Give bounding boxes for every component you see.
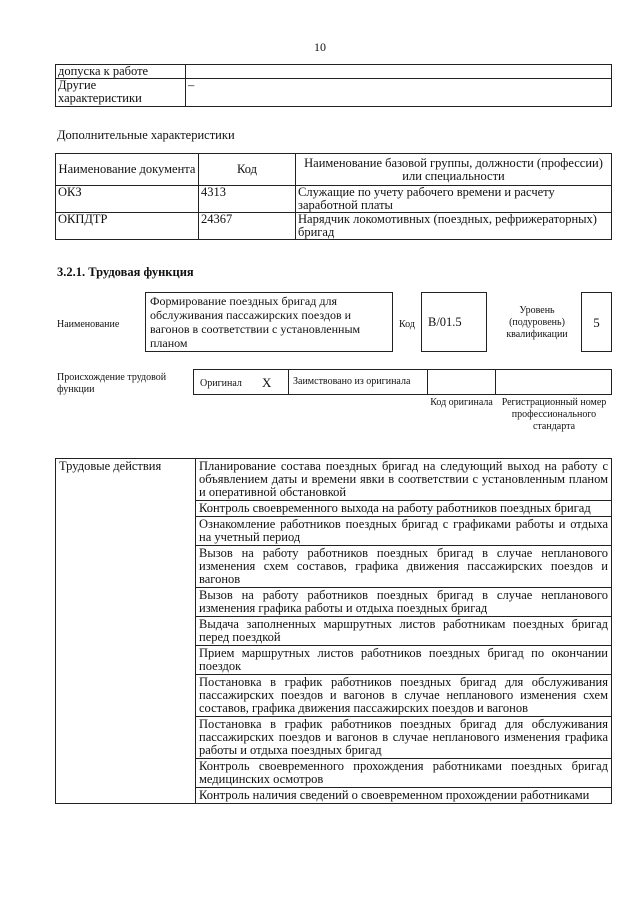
name-label: Наименование — [57, 319, 120, 330]
table-row — [56, 79, 612, 107]
code-label: Код — [399, 319, 415, 330]
additional-heading: Дополнительные характеристики — [57, 128, 235, 142]
code-value: В/01.5 — [428, 315, 462, 329]
labor-actions-table — [55, 458, 612, 804]
action-item: Прием маршрутных листов работников поездных бригад по окончании поездок — [196, 646, 612, 675]
action-item: Контроль своевременного прохождения работниками поездных бригад медицинских осмотров — [196, 759, 612, 788]
table-cell-value: – — [186, 79, 612, 107]
original-mark: X — [262, 375, 272, 390]
reg-number-label: Регистрационный номер профессионального стандарта — [501, 397, 607, 432]
action-item: Планирование состава поездных бригад на следующий выход на работу с объявлением даты и времени явки в соответствии с установленным планом и оперативной обстановкой — [196, 459, 612, 501]
actions-label: Трудовые действия — [56, 459, 196, 804]
level-value: 5 — [593, 315, 600, 330]
action-item: Контроль наличия сведений о своевременном прохождении работниками — [196, 788, 612, 804]
borrowed-label: Заимствовано из оригинала — [293, 376, 411, 387]
table-cell-value — [186, 65, 612, 79]
action-item: Вызов на работу работников поездных бригад в случае непланового изменения схем составов, графика движения пассажирских поездов и вагонов — [196, 546, 612, 588]
header-code: Код — [199, 154, 296, 186]
table-header-row — [56, 154, 612, 186]
action-item: Постановка в график работников поездных бригад для обслуживания пассажирских поездов и вагонов в случае непланового изменения схем составов, графика движения пассажирских поездов и вагонов — [196, 675, 612, 717]
reg-number-box — [495, 369, 612, 395]
function-title: 3.2.1. Трудовая функция — [57, 265, 194, 279]
function-name-box — [145, 292, 393, 352]
page-number: 10 — [314, 40, 326, 54]
code-original-box — [427, 369, 496, 395]
level-box — [581, 292, 612, 352]
cell-name: Служащие по учету рабочего времени и расчету заработной платы — [296, 186, 612, 213]
action-item: Контроль своевременного выхода на работу работников поездных бригад — [196, 501, 612, 517]
cell-doc: ОКЗ — [56, 186, 199, 213]
original-box — [193, 369, 289, 395]
table-row — [56, 65, 612, 79]
borrowed-box — [288, 369, 428, 395]
table-cell-label: Другие характеристики — [56, 79, 186, 107]
table-row — [56, 459, 612, 501]
additional-table — [55, 153, 612, 240]
action-item: Вызов на работу работников поездных бригад в случае непланового изменения графика работы и отдыха поездных бригад — [196, 588, 612, 617]
code-original-label: Код оригинала — [430, 397, 493, 408]
code-box — [421, 292, 487, 352]
action-item: Ознакомление работников поездных бригад с графиками работы и отдыха на учетный период — [196, 517, 612, 546]
header-name: Наименование базовой группы, должности (профессии) или специальности — [296, 154, 612, 186]
action-item: Постановка в график работников поездных бригад для обслуживания пассажирских поездов и вагонов в случае непланового изменения графика работы и отдыха поездных бригад — [196, 717, 612, 759]
action-item: Выдача заполненных маршрутных листов работникам поездных бригад перед поездкой — [196, 617, 612, 646]
table-row — [56, 186, 612, 213]
cell-code: 24367 — [199, 213, 296, 240]
cell-name: Нарядчик локомотивных (поездных, рефрижераторных) бригад — [296, 213, 612, 240]
original-label: Оригинал — [200, 378, 242, 389]
origin-label: Происхождение трудовой функции — [57, 372, 167, 395]
header-doc: Наименование документа — [56, 154, 199, 186]
cell-doc: ОКПДТР — [56, 213, 199, 240]
table-cell-label: допуска к работе — [56, 65, 186, 79]
characteristics-table — [55, 64, 612, 107]
level-label: Уровень (подуровень) квалификации — [506, 305, 568, 340]
cell-code: 4313 — [199, 186, 296, 213]
table-row — [56, 213, 612, 240]
function-name-value: Формирование поездных бригад для обслуживания пассажирских поездов и вагонов в соответствии с установленным планом — [150, 294, 361, 350]
